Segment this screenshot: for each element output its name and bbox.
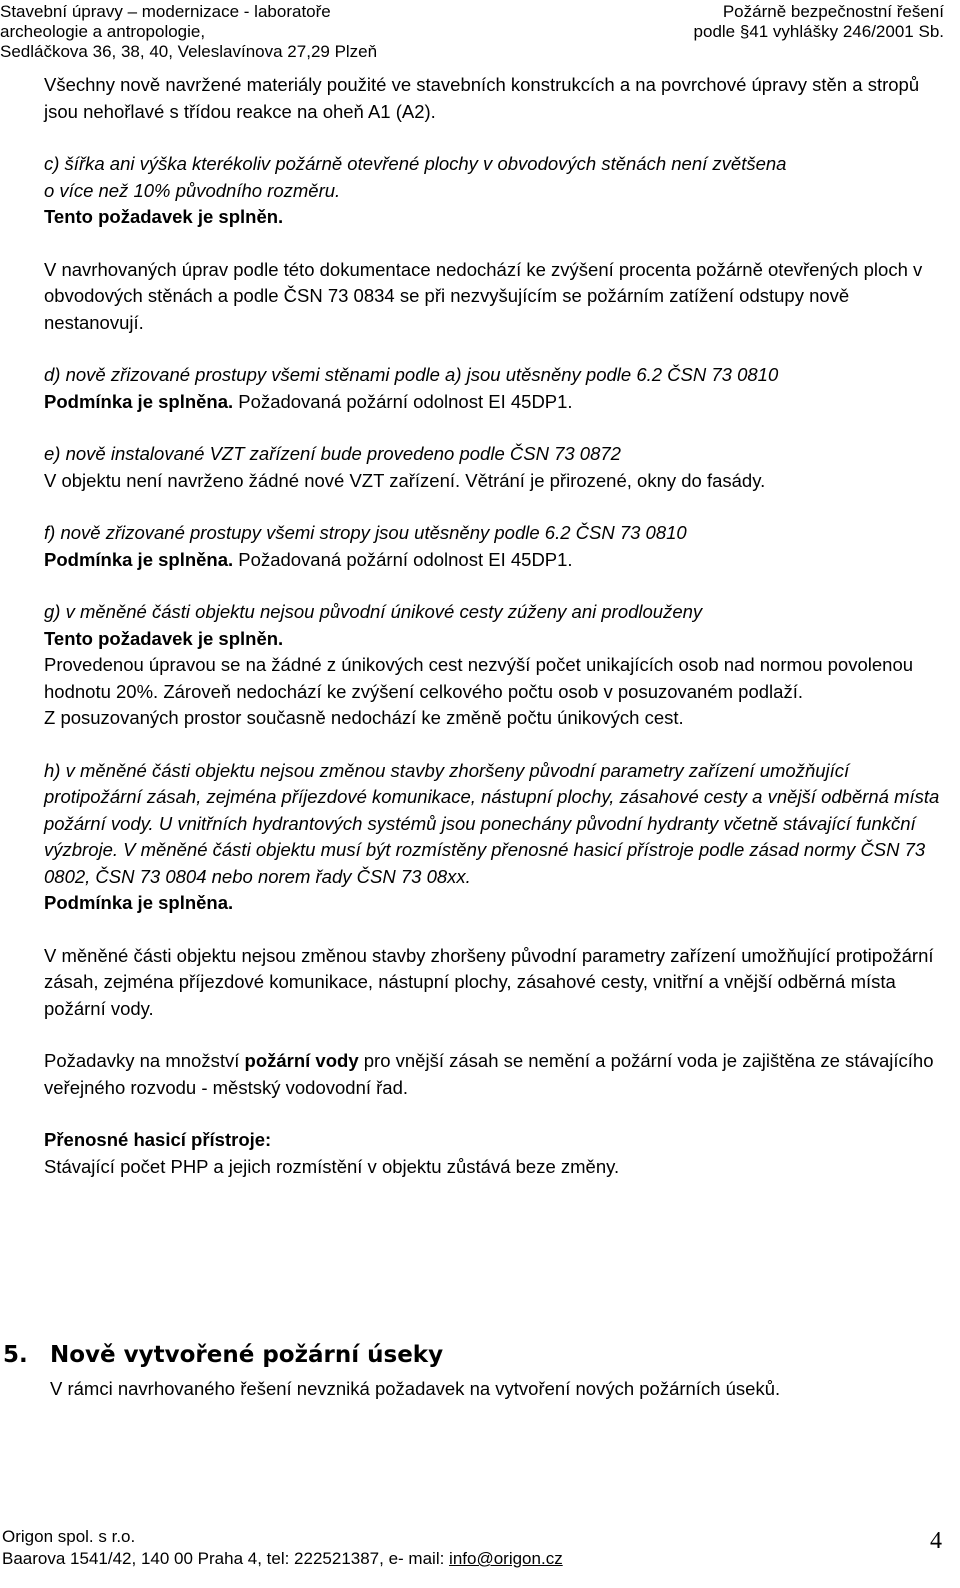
item-c-heading: c) šířka ani výška kterékoliv požárně otevřené plochy v obvodových stěnách není zvětšena [44,153,787,174]
extinguishers-text: Stávající počet PHP a jejich rozmístění v objektu zůstává beze změny. [44,1155,620,1177]
item-f-text: Požadovaná požární odolnost EI 45DP1. [233,548,573,570]
item-c-text: V navrhovaných úprav podle této dokumentace nedochází ke zvýšení procenta požárně otevřených ploch v obvodových stěnách a podle ČSN 73 0834 se při nezvyšujícím se požárním zatížení odstupy nově nestanovují. [44,258,923,333]
item-d-result [44,389,946,416]
change-paragraph: V měněné části objektu nejsou změnou stavby zhoršeny původní parametry zařízení umožňující protipožární zásah, zejména příjezdové komunikace, nástupní plochy, zásahové cesty, vnitřní a vnější odběrná místa požární vody. [44,944,934,1019]
page-footer [0,1526,960,1588]
page-number: 4 [930,1528,942,1554]
water-text-a: Požadavky na množství [44,1050,245,1071]
footer-company: Origon spol. s r.o. [2,1527,136,1546]
footer-email-link[interactable]: info@origon.cz [449,1549,563,1568]
document-body [44,72,946,1180]
item-f-result [44,547,946,574]
header-project-info [0,2,377,62]
item-c-heading-continued: o více než 10% původního rozměru. [44,179,341,201]
item-g-status: Tento požadavek je splněn. [44,627,284,649]
section-number: 5. [3,1342,28,1368]
item-e-text: V objektu není navrženo žádné nové VZT zařízení. Větrání je přirozené, okny do fasády. [44,469,766,491]
item-g-text: Provedenou úpravou se na žádné z únikových cest nezvýší počet unikajících osob nad normou povolenou hodnotu 20%. Zároveň nedochází ke zvýšení celkového počtu osob v posuzovaném podlaží. [44,654,914,702]
item-g-heading: g) v měněné části objektu nejsou původní únikové cesty zúženy ani prodlouženy [44,601,703,622]
item-g-text-2: Z posuzovaných prostor současně nedochází ke změně počtu únikových cest. [44,707,684,728]
item-h-heading: h) v měněné části objektu nejsou změnou stavby zhoršeny původní parametry zařízení umožňující protipožární zásah, zejména příjezdové komunikace, nástupní plochy, zásahové cesty a vnější odběrná místa požární vody. U vnitřních hydrantových systémů jsou ponechány původní hydranty včetně stávající funkční výzbroje. V měněné části objektu musí být rozmístěny přenosné hasicí přístroje podle zásad normy ČSN 73 0802, ČSN 73 0804 nebo norem řady ČSN 73 08xx. [44,759,940,887]
water-text-bold: požární vody [244,1050,359,1071]
item-d-status: Podmínka je splněna. [44,390,234,412]
header-project-line: Stavební úpravy – modernizace - laboratoře [0,2,331,21]
item-d-heading: d) nově zřizované prostupy všemi stěnami podle a) jsou utěsněny podle 6.2 ČSN 73 0810 [44,364,779,385]
page-header [0,0,960,64]
footer-address: Baarova 1541/42, 140 00 Praha 4, tel: 222521387, e- mail: [2,1549,450,1568]
item-e-heading: e) nově instalované VZT zařízení bude provedeno podle ČSN 73 0872 [44,443,621,464]
footer-address-line [2,1548,563,1570]
water-text-c: pro vnější zásah se nemění a požární voda je zajištěna ze stávajícího veřejného rozvodu - městský vodovodní řad. [44,1050,934,1098]
water-paragraph [44,1048,946,1101]
item-f-heading: f) nově zřizované prostupy všemi stropy jsou utěsněny podle 6.2 ČSN 73 0810 [44,522,687,543]
item-h-status: Podmínka je splněna. [44,892,234,913]
header-document-info [694,2,944,42]
header-project-line: Sedláčkova 36, 38, 40, Veleslavínova 27,29 Plzeň [0,42,378,61]
footer-contact [2,1526,563,1570]
item-d-text: Požadovaná požární odolnost EI 45DP1. [233,390,573,412]
section-title: Nově vytvořené požární úseky [50,1342,444,1368]
materials-paragraph: Všechny nově navržené materiály použité ve stavebních konstrukcích a na povrchové úpravy stěn a stropů jsou nehořlavé s třídou reakce na oheň A1 (A2). [44,74,920,122]
header-document-line: Požárně bezpečnostní řešení [722,2,944,21]
header-document-line: podle §41 vyhlášky 246/2001 Sb. [693,22,944,41]
header-project-line: archeologie a antropologie, [0,22,206,41]
item-f-status: Podmínka je splněna. [44,548,234,570]
item-c-status: Tento požadavek je splněn. [44,206,284,227]
extinguishers-title: Přenosné hasicí přístroje: [44,1129,272,1150]
section-text: V rámci navrhovaného řešení nevzniká požadavek na vytvoření nových požárních úseků. [50,1378,781,1399]
